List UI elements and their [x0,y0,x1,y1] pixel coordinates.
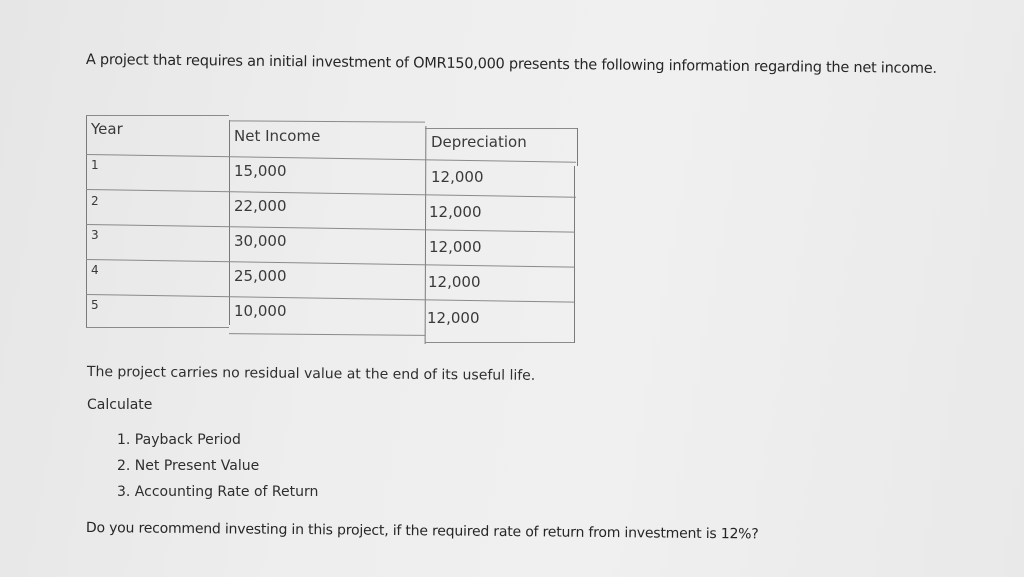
table-cell-depreciation: 12,000 [429,203,482,221]
table-row-year: 4 [91,263,99,277]
table-border-bottom [229,333,425,336]
table-cell-net-income: 10,000 [234,302,287,320]
table-border-top [229,120,425,122]
table-cell-net-income: 15,000 [234,162,287,180]
table-divider [229,120,230,325]
intro-text: A project that requires an initial investment of OMR150,000 presents the following information regarding the net income. [85,52,937,77]
header-depreciation: Depreciation [431,133,527,151]
table-border-top [425,128,577,129]
table-border-bottom [86,327,229,328]
table-cell-depreciation: 12,000 [428,273,481,291]
table-row-line [86,259,574,268]
table-row-year: 5 [91,298,99,312]
header-year: Year [91,120,123,138]
table-border-top [86,115,229,116]
table-row-line [86,294,574,303]
table-row-line [86,224,575,233]
table-row-line [86,154,576,163]
table-row-line [86,189,576,198]
table-row-year: 1 [91,158,99,172]
table-border-bottom [425,342,574,343]
table-cell-net-income: 25,000 [234,267,287,285]
header-net-income: Net Income [234,127,321,145]
question-text: Do you recommend investing in this project, if the required rate of return from investment is 12%? [85,520,759,543]
table-cell-depreciation: 12,000 [429,238,482,256]
table-border-left [86,115,87,328]
table-row-year: 3 [91,228,99,242]
residual-note: The project carries no residual value at the end of its useful life. [86,364,536,384]
list-item: 2. Net Present Value [117,458,260,474]
table-cell-net-income: 30,000 [234,232,287,250]
calculate-label: Calculate [87,397,153,413]
list-item: 1. Payback Period [117,432,241,448]
table-border-right [574,166,575,343]
table-cell-depreciation: 12,000 [427,309,480,327]
table-border-right-top [577,128,578,166]
table-cell-net-income: 22,000 [234,197,287,215]
list-item: 3. Accounting Rate of Return [117,484,319,500]
table-row-year: 2 [91,194,99,208]
table-cell-depreciation: 12,000 [431,168,484,186]
